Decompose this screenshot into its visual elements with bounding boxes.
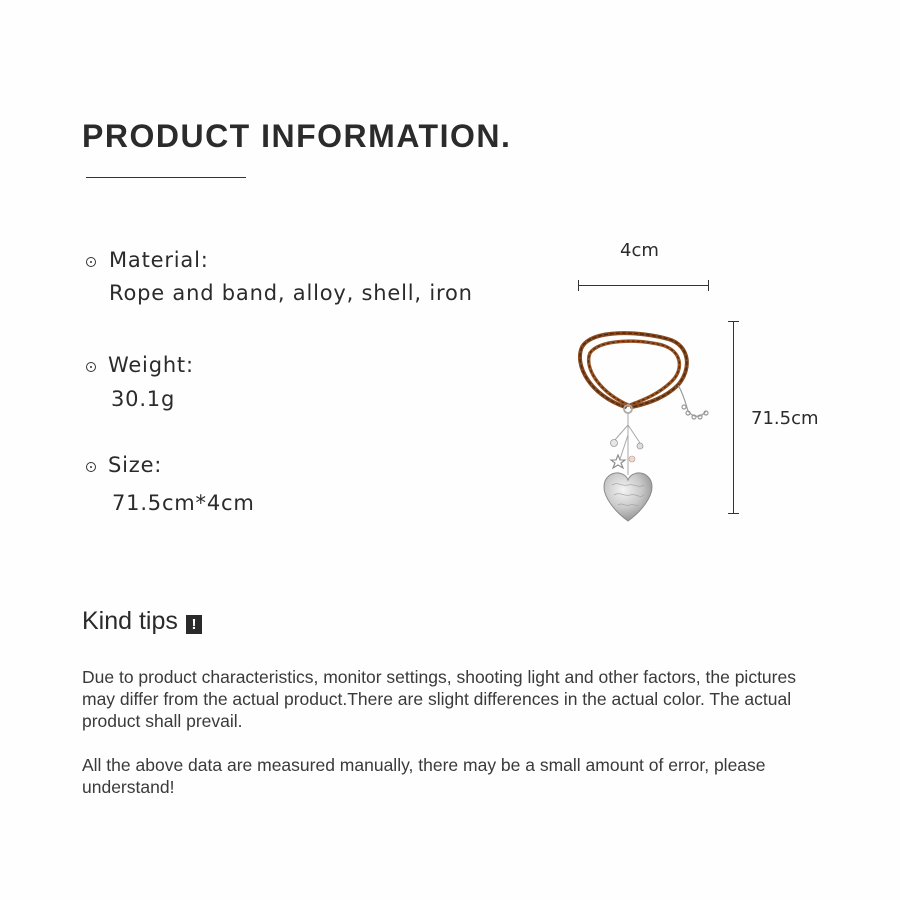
tips-paragraph-2: All the above data are measured manually, there may be a small amount of error, please understand! [82, 755, 766, 797]
spec-label: Weight: [108, 353, 194, 377]
tips-paragraph-1: Due to product characteristics, monitor settings, shooting light and other factors, the pictures may differ from the actual product.There are slight differences in the actual color. The actual product shall prevail. [82, 667, 796, 731]
width-dimension-label: 4cm [620, 240, 659, 261]
spec-value: 71.5cm*4cm [112, 491, 255, 515]
bullet-icon [86, 362, 96, 372]
necklace-product-image [570, 325, 720, 525]
title-underline [86, 177, 246, 178]
length-dimension-line [733, 321, 734, 514]
length-dimension-label: 71.5cm [751, 408, 819, 429]
spec-value: Rope and band, alloy, shell, iron [109, 281, 473, 305]
bullet-icon [86, 462, 96, 472]
bullet-icon [86, 257, 96, 267]
exclamation-icon: ! [186, 615, 202, 634]
kind-tips-heading: Kind tips [82, 607, 178, 635]
page-title: PRODUCT INFORMATION. [82, 118, 512, 154]
width-dimension-line [578, 285, 709, 286]
spec-value: 30.1g [111, 387, 176, 411]
spec-label: Size: [108, 453, 163, 477]
spec-label: Material: [109, 248, 209, 272]
